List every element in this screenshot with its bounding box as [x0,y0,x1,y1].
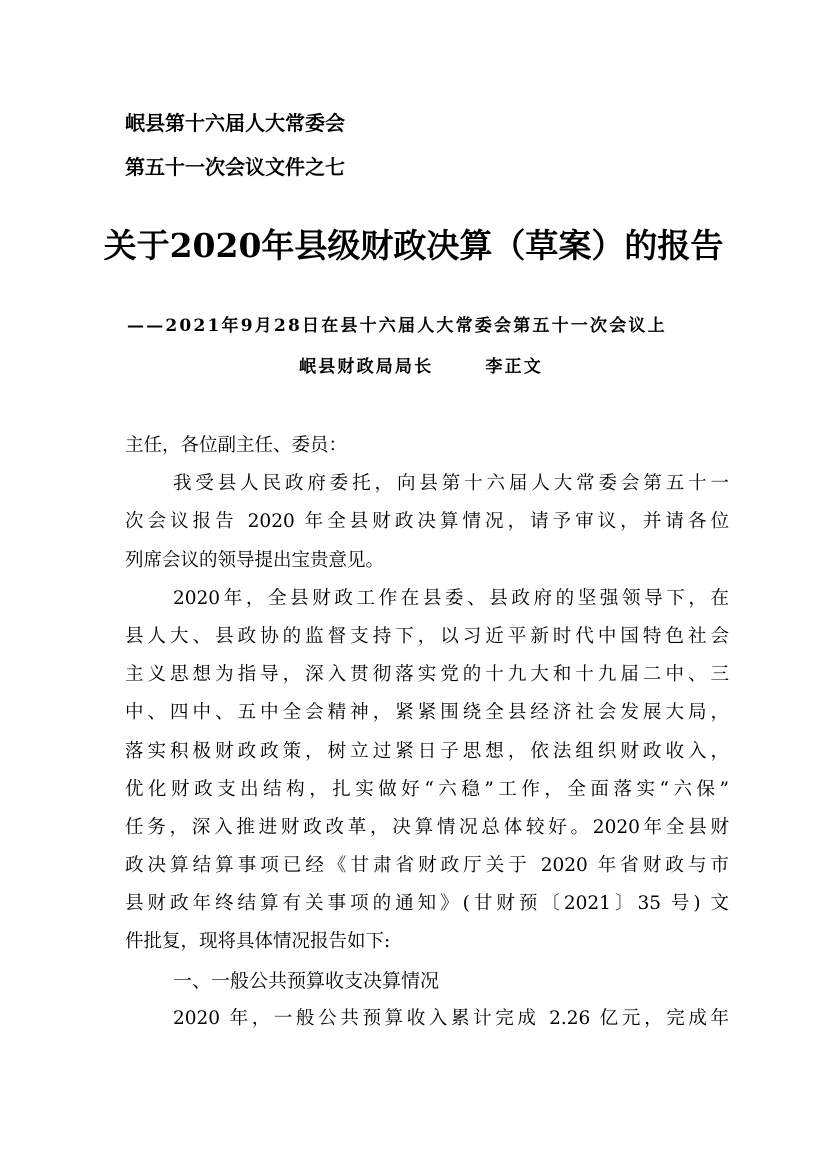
paragraph-2-line: 2020年，全县财政工作在县委、县政府的坚强领导下，在 [173,587,729,609]
salutation: 主任，各位副主任、委员： [125,435,348,456]
paragraph-2-line: 主义思想为指导，深入贯彻落实党的十九大和十九届二中、三 [125,664,729,686]
paragraph-2-line: 政决算结算事项已经《甘肃省财政厅关于 2020 年省财政与市 [125,855,729,877]
report-body [125,427,729,1038]
paragraph-1-line: 我受县人民政府委托，向县第十六届人大常委会第五十一 [173,473,729,495]
paragraph-2-line: 中、四中、五中全会精神，紧紧围绕全县经济社会发展大局， [125,702,729,724]
paragraph-2-line: 件批复，现将具体情况报告如下: [125,931,391,953]
header-line-1: 岷县第十六届人大常委会 [125,111,345,135]
speaker-role: 岷县财政局局长 [299,357,434,377]
paragraph-1-line: 列席会议的领导提出宝贵意见。 [125,549,385,571]
speaker-name: 李正文 [485,357,544,377]
section-1-heading: 一、一般公共预算收支决算情况 [173,969,440,992]
paragraph-2-line: 县人大、县政协的监督支持下，以习近平新时代中国特色社会 [125,625,729,647]
header-line-2: 第五十一次会议文件之七 [125,155,345,179]
subtitle-date-line: ——2021年9月28日在县十六届人大常委会第五十一次会议上 [127,316,667,336]
report-title: 关于2020年县级财政决算（草案）的报告 [103,226,724,265]
paragraph-2-line: 任务，深入推进财政改革，决算情况总体较好。2020年全县财 [125,816,729,838]
paragraph-2-line: 落实积极财政政策，树立过紧日子思想，依法组织财政收入， [125,740,729,762]
paragraph-1-line: 次会议报告 2020 年全县财政决算情况，请予审议，并请各位 [125,511,729,533]
subtitle-speaker-line [299,354,543,380]
paragraph-3-line: 2020 年，一般公共预算收入累计完成 2.26 亿元，完成年 [173,1007,729,1029]
paragraph-2-line: 县财政年终结算有关事项的通知》(甘财预〔2021〕35 号) 文 [125,893,729,915]
paragraph-2-line: 优化财政支出结构，扎实做好“六稳”工作，全面落实“六保” [125,778,729,800]
